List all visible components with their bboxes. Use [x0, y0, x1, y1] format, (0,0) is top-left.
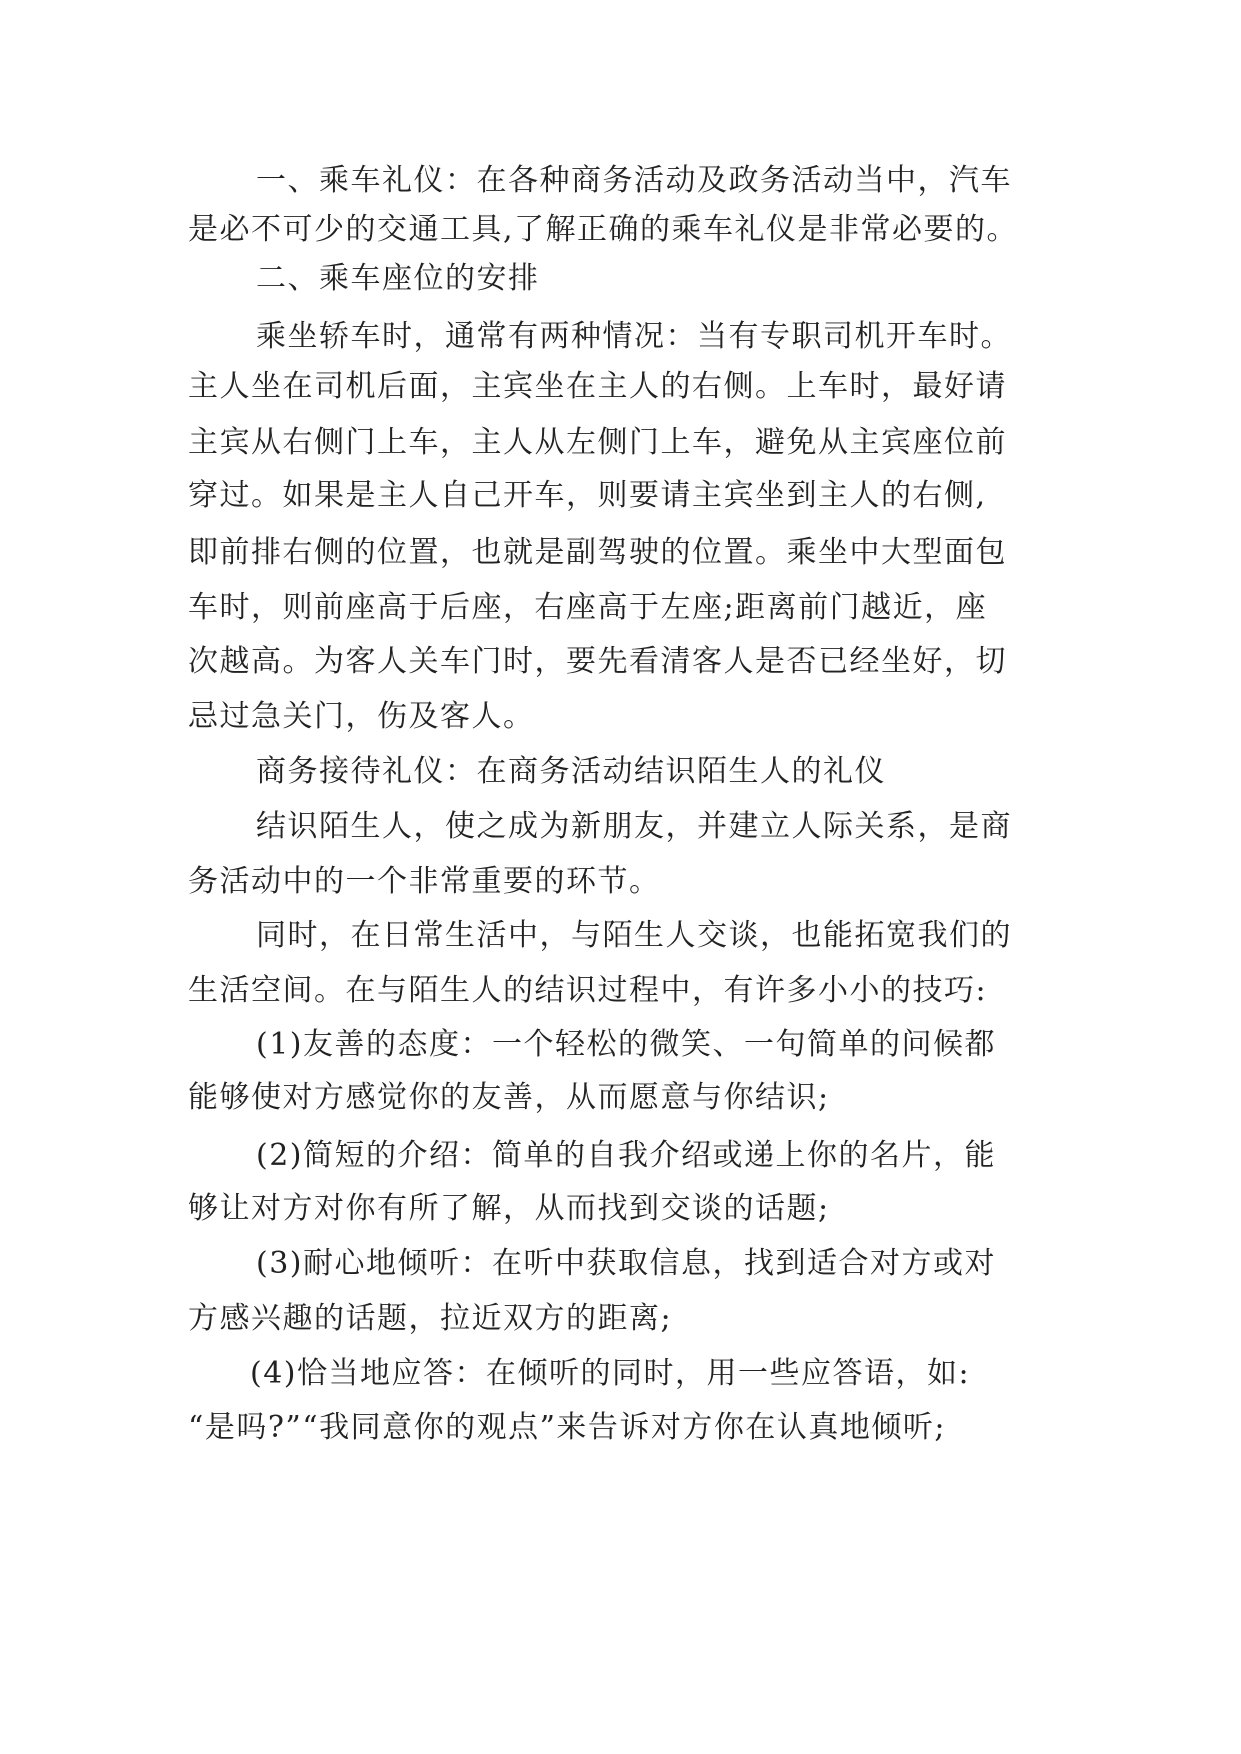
paragraph-3-line-2: 务活动中的一个非常重要的环节。	[188, 864, 661, 899]
paragraph-2-line-2: 主人坐在司机后面，主宾坐在主人的右侧。上车时，最好请	[188, 369, 1007, 404]
section-heading-reception: 商务接待礼仪：在商务活动结识陌生人的礼仪	[256, 754, 886, 789]
paragraph-1-line-2: 是必不可少的交通工具,了解正确的乘车礼仪是非常必要的。	[188, 212, 1019, 247]
paragraph-1-line-1: 一、乘车礼仪：在各种商务活动及政务活动当中，汽车	[256, 163, 1012, 198]
tip-1-line-2: 能够使对方感觉你的友善，从而愿意与你结识;	[188, 1080, 830, 1115]
paragraph-2-line-4: 穿过。如果是主人自己开车，则要请主宾坐到主人的右侧,	[188, 478, 987, 513]
paragraph-2-line-8: 忌过急关门，伤及客人。	[188, 699, 535, 734]
paragraph-2-line-5: 即前排右侧的位置，也就是副驾驶的位置。乘坐中大型面包	[188, 535, 1007, 570]
paragraph-2-line-7: 次越高。为客人关车门时，要先看清客人是否已经坐好，切	[188, 644, 1007, 679]
tip-1-line-1: (1)友善的态度：一个轻松的微笑、一句简单的问候都	[256, 1027, 996, 1062]
tip-2-line-2: 够让对方对你有所了解，从而找到交谈的话题;	[188, 1191, 830, 1226]
paragraph-2-line-3: 主宾从右侧门上车，主人从左侧门上车，避免从主宾座位前	[188, 425, 1007, 460]
tip-4-line-1: (4)恰当地应答：在倾听的同时，用一些应答语，如:	[250, 1356, 971, 1391]
tip-3-line-1: (3)耐心地倾听：在听中获取信息，找到适合对方或对	[256, 1246, 996, 1281]
paragraph-3-line-1: 结识陌生人，使之成为新朋友，并建立人际关系，是商	[256, 809, 1012, 844]
tip-2-line-1: (2)简短的介绍：简单的自我介绍或递上你的名片，能	[256, 1138, 996, 1173]
paragraph-2-line-6: 车时，则前座高于后座，右座高于左座;距离前门越近，座	[188, 590, 988, 625]
paragraph-2-line-1: 乘坐轿车时，通常有两种情况：当有专职司机开车时。	[256, 319, 1012, 354]
tip-3-line-2: 方感兴趣的话题，拉近双方的距离;	[188, 1301, 673, 1336]
section-heading-seating: 二、乘车座位的安排	[256, 261, 540, 296]
tip-4-line-2: “是吗?”“我同意你的观点”来告诉对方你在认真地倾听;	[188, 1410, 947, 1445]
paragraph-4-line-2: 生活空间。在与陌生人的结识过程中，有许多小小的技巧:	[188, 973, 988, 1008]
paragraph-4-line-1: 同时，在日常生活中，与陌生人交谈，也能拓宽我们的	[256, 918, 1012, 953]
